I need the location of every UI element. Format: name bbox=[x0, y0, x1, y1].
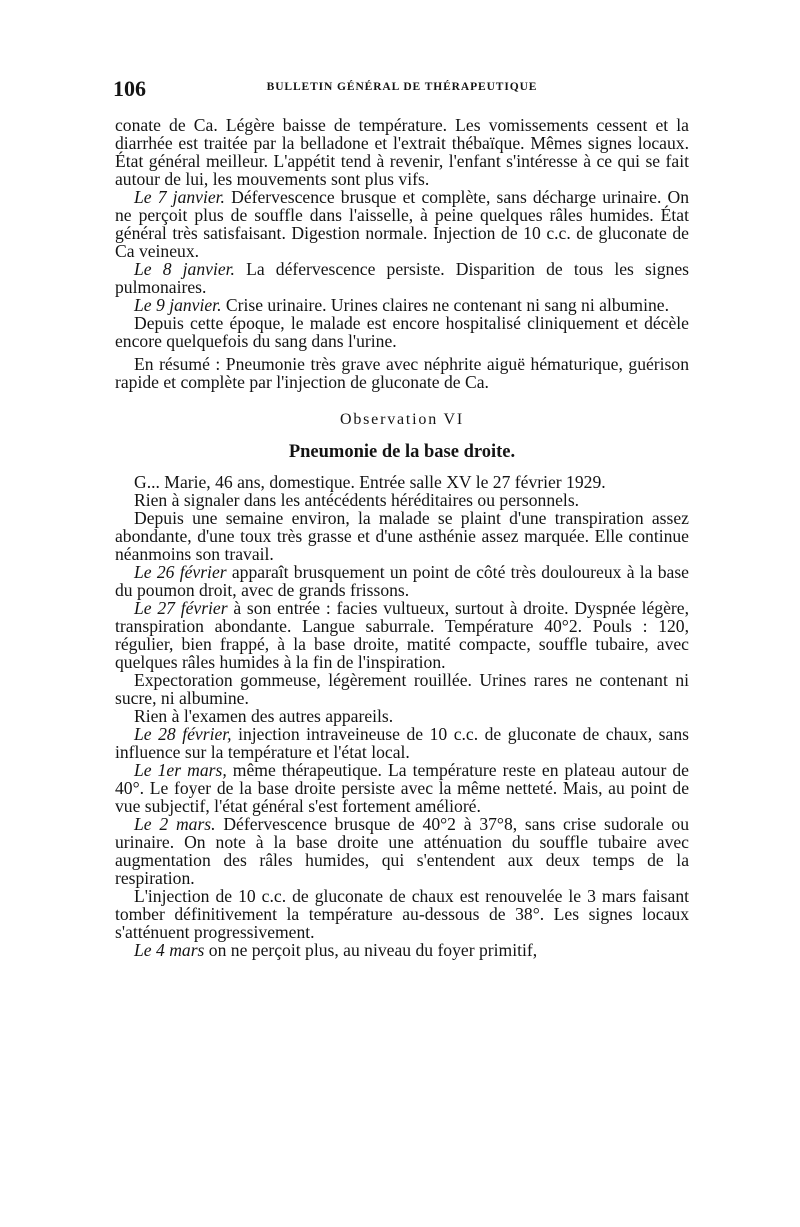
paragraph-text: Défervescence brusque et complète, sans décharge urinaire. On ne perçoit plus de souffle dans l'aisselle, à peine quelques râles humides. État général très satisfaisant. Digestion normale. Injection de 10 c.c. de gluconate de Ca veineux. bbox=[115, 187, 689, 261]
page-number: 106 bbox=[113, 76, 146, 101]
paragraph bbox=[115, 725, 689, 761]
paragraph bbox=[115, 599, 689, 671]
paragraph bbox=[115, 116, 689, 188]
paragraph bbox=[115, 491, 689, 509]
paragraph bbox=[115, 671, 689, 707]
date-label: Le 2 mars. bbox=[134, 814, 216, 834]
paragraph-text: même thérapeutique. La température reste en plateau autour de 40°. Le foyer de la base droite persiste avec la même netteté. Mais, au point de vue subjectif, l'état général s'est fortement amélioré. bbox=[115, 760, 689, 816]
paragraph bbox=[115, 473, 689, 491]
paragraph-text: Depuis cette époque, le malade est encore hospitalisé cliniquement et décèle encore quelquefois du sang dans l'urine. bbox=[115, 313, 689, 351]
paragraph-text: L'injection de 10 c.c. de gluconate de chaux est renouvelée le 3 mars faisant tomber définitivement la température au-dessous de 38°. Les signes locaux s'atténuent progressivement. bbox=[115, 886, 689, 942]
paragraph-text: Rien à l'examen des autres appareils. bbox=[134, 706, 394, 726]
paragraph-text: Crise urinaire. Urines claires ne contenant ni sang ni albumine. bbox=[221, 295, 670, 315]
running-title: BULLETIN GÉNÉRAL DE THÉRAPEUTIQUE bbox=[266, 81, 538, 93]
paragraph-text: Depuis une semaine environ, la malade se plaint d'une transpiration assez abondante, d'une toux très grasse et d'une asthénie assez marquée. Elle continue néanmoins son travail. bbox=[115, 508, 689, 564]
date-label: Le 9 janvier. bbox=[134, 295, 222, 315]
paragraph-text: En résumé : Pneumonie très grave avec néphrite aiguë hématurique, guérison rapide et complète par l'injection de gluconate de Ca. bbox=[115, 354, 689, 392]
date-label: Le 1er mars, bbox=[134, 760, 227, 780]
paragraph-text: Défervescence brusque de 40°2 à 37°8, sans crise sudorale ou urinaire. On note à la base droite une atténuation du souffle tubaire avec augmentation des râles humides, qui s'entendent aux deux temps de la respiration. bbox=[115, 814, 689, 888]
paragraph bbox=[115, 260, 689, 296]
date-label: Le 28 février, bbox=[134, 724, 232, 744]
paragraph-text: Expectoration gommeuse, légèrement rouillée. Urines rares ne contenant ni sucre, ni albumine. bbox=[115, 670, 689, 708]
paragraph bbox=[115, 188, 689, 260]
paragraph bbox=[115, 296, 689, 314]
date-label: Le 4 mars bbox=[134, 940, 205, 960]
paragraph bbox=[115, 815, 689, 887]
paragraph bbox=[115, 563, 689, 599]
paragraph-text: Rien à signaler dans les antécédents héréditaires ou personnels. bbox=[134, 490, 580, 510]
paragraph-text: conate de Ca. Légère baisse de température. Les vomissements cessent et la diarrhée est traitée par la belladone et l'extrait thébaïque. Mêmes signes locaux. État général meilleur. L'appétit tend à revenir, l'enfant s'intéresse à ce qui se fait autour de lui, les mouvements sont plus vifs. bbox=[115, 115, 689, 189]
paragraph-text: apparaît brusquement un point de côté très douloureux à la base du poumon droit, avec de grands frissons. bbox=[115, 562, 689, 600]
date-label: Le 7 janvier. bbox=[134, 187, 225, 207]
paragraph-text: G... Marie, 46 ans, domestique. Entrée salle XV le 27 février 1929. bbox=[134, 472, 606, 492]
paragraph-text: on ne perçoit plus, au niveau du foyer primitif, bbox=[204, 940, 538, 960]
date-label: Le 8 janvier. bbox=[134, 259, 235, 279]
paragraph-text: injection intraveineuse de 10 c.c. de gluconate de chaux, sans influence sur la température et l'état local. bbox=[115, 724, 689, 762]
date-label: Le 26 février bbox=[134, 562, 227, 582]
paragraph bbox=[115, 761, 689, 815]
date-label: Le 27 février bbox=[134, 598, 228, 618]
paragraph bbox=[115, 941, 689, 959]
paragraph bbox=[115, 707, 689, 725]
paragraph bbox=[115, 314, 689, 350]
page-header bbox=[113, 76, 691, 100]
paragraph bbox=[115, 887, 689, 941]
paragraph-text: La défervescence persiste. Disparition de tous les signes pulmonaires. bbox=[115, 259, 689, 297]
case-title: Pneumonie de la base droite. bbox=[288, 442, 516, 462]
observation-label: Observation VI bbox=[340, 411, 464, 428]
paragraph-text: à son entrée : facies vultueux, surtout à droite. Dyspnée légère, transpiration abondante. Langue saburrale. Température 40°2. Pouls : 120, régulier, bien frappé, à la base droite, matité compacte, souffle tubaire, avec quelques râles humides à la fin de l'inspiration. bbox=[115, 598, 689, 672]
summary-paragraph bbox=[115, 355, 689, 391]
paragraph bbox=[115, 509, 689, 563]
body-text bbox=[115, 116, 689, 959]
